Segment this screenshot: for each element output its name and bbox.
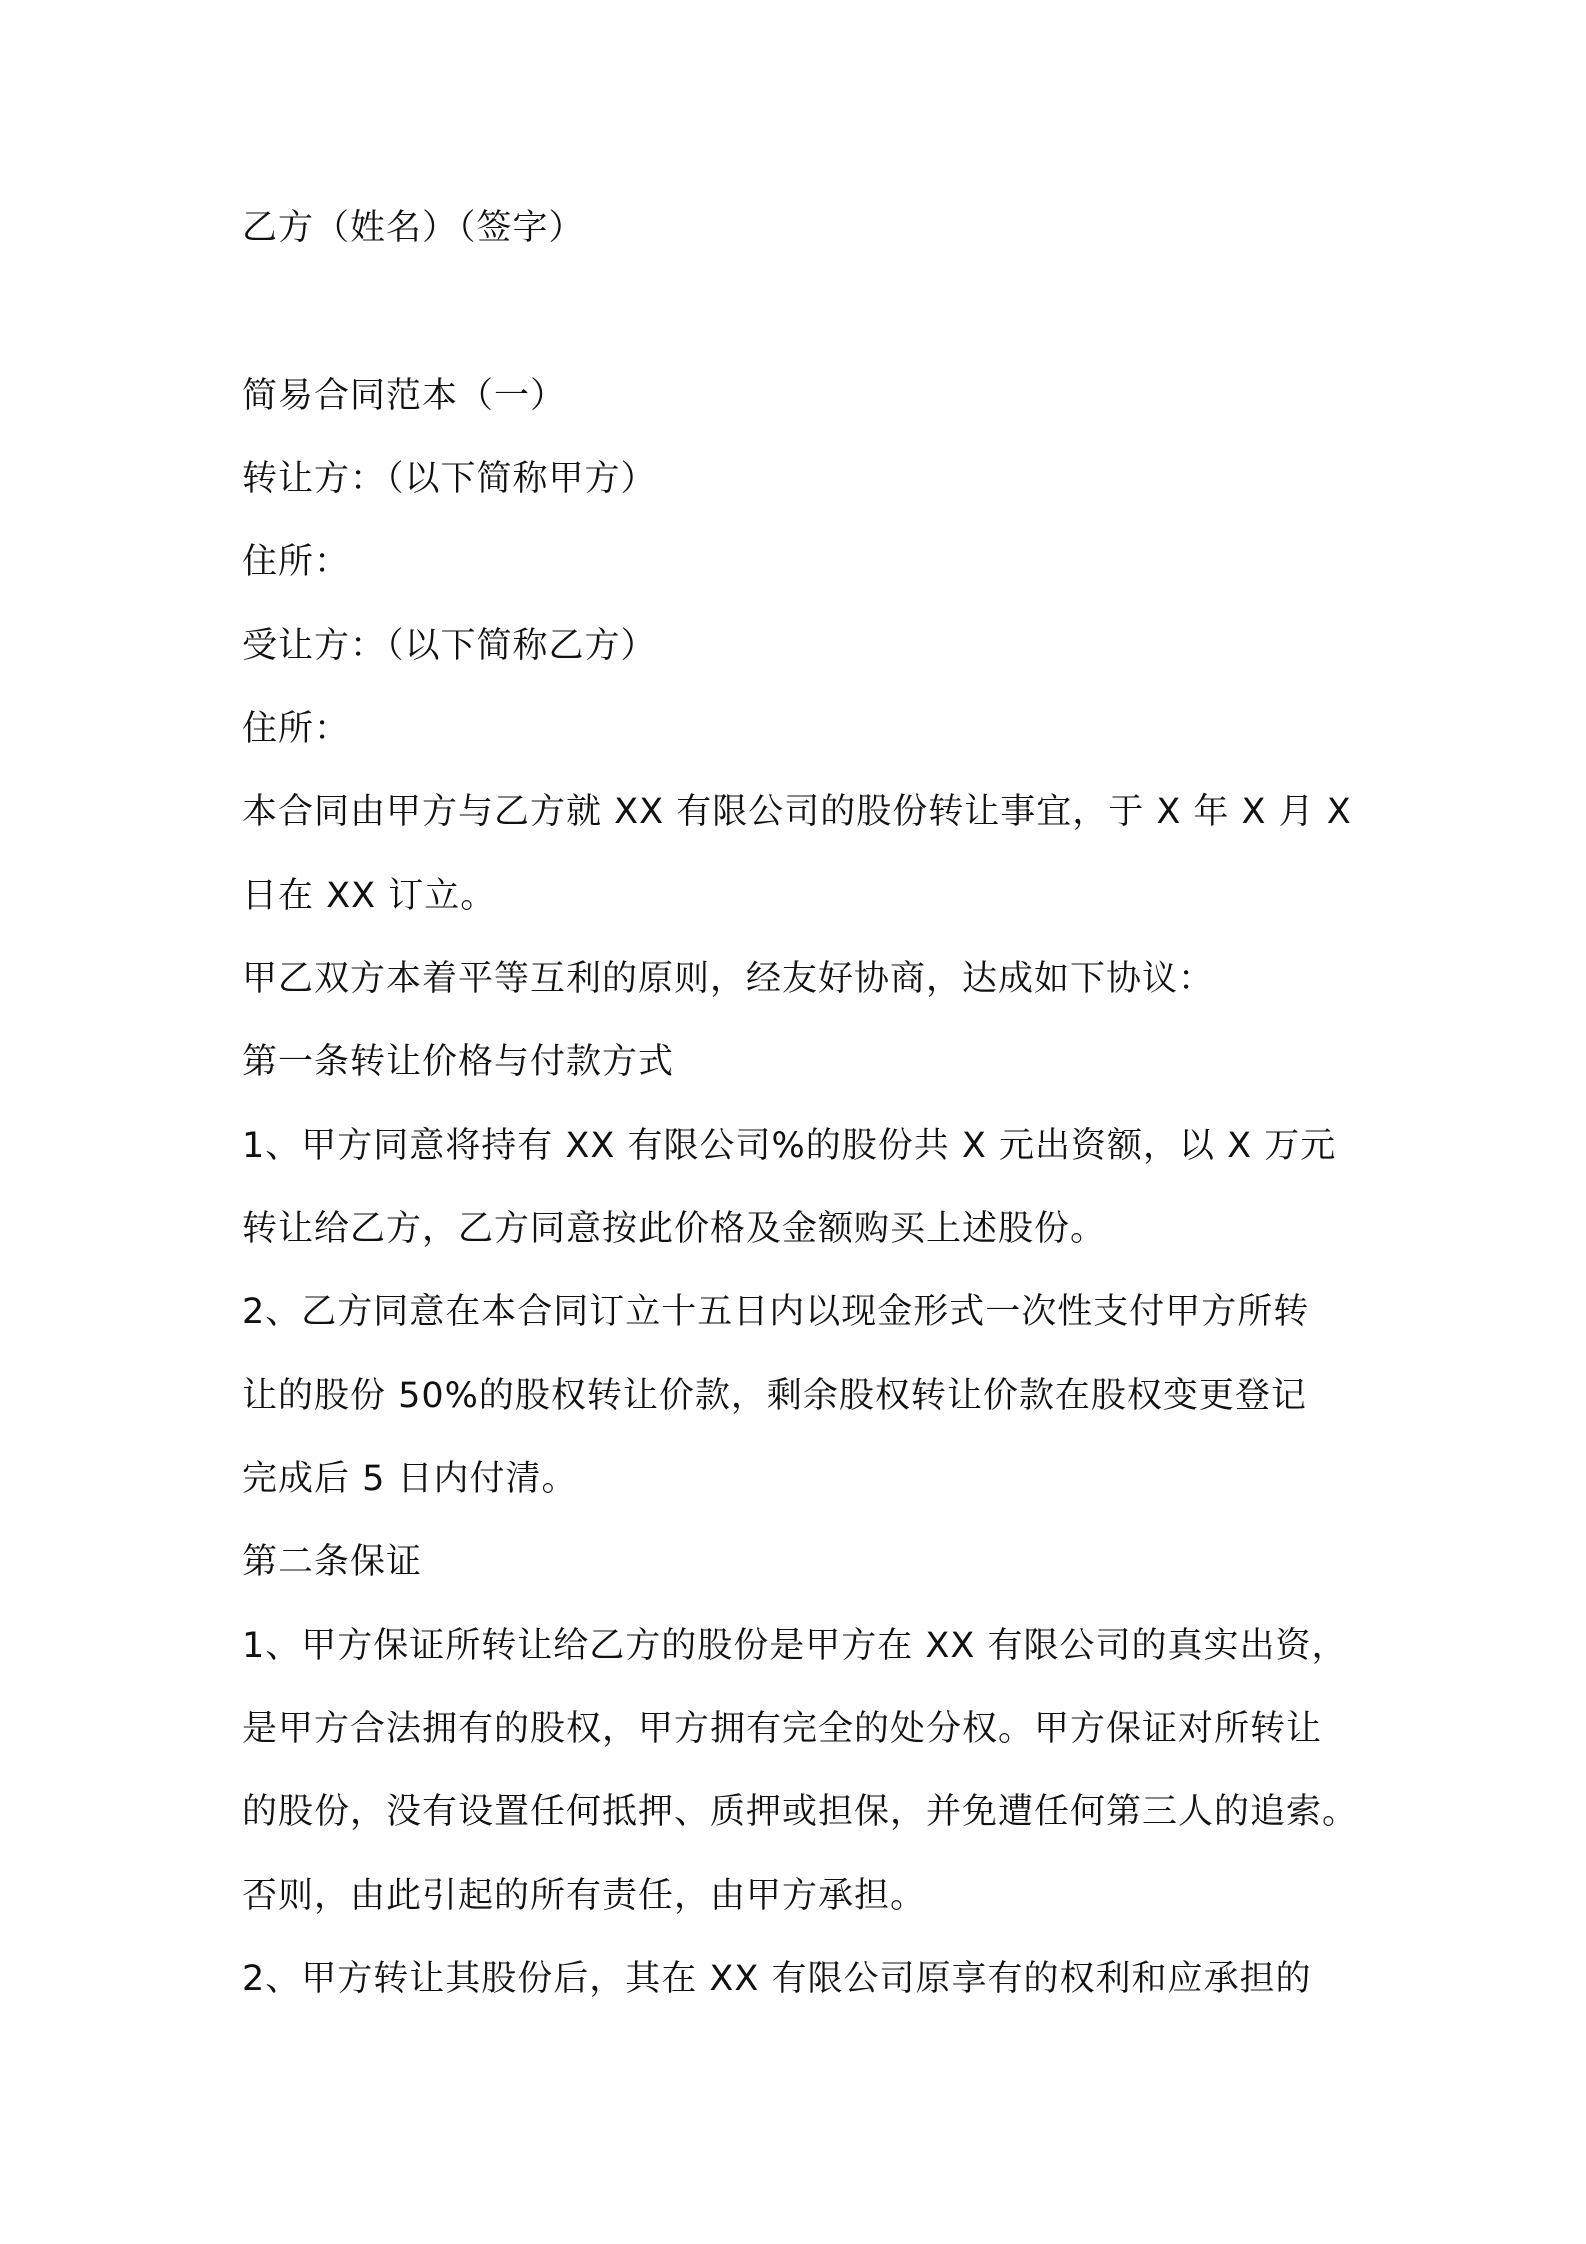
article1-clause1-line-1: 1、甲方同意将持有 XX 有限公司%的股份共 X 元出资额，以 X 万元	[242, 1126, 1337, 1166]
transferor-address-line: 住所：	[242, 542, 351, 582]
article1-clause2-line-1: 2、乙方同意在本合同订立十五日内以现金形式一次性支付甲方所转	[242, 1292, 1310, 1332]
principle-line: 甲乙双方本着平等互利的原则，经友好协商，达成如下协议：	[242, 959, 1215, 999]
transferor-line: 转让方：（以下简称甲方）	[242, 459, 657, 499]
signature-line: 乙方（姓名）（签字）	[242, 208, 585, 248]
transferee-line: 受让方：（以下简称乙方）	[242, 626, 657, 666]
article2-clause1-line-1: 1、甲方保证所转让给乙方的股份是甲方在 XX 有限公司的真实出资，	[242, 1626, 1348, 1666]
article1-clause2-line-2: 让的股份 50%的股权转让价款，剩余股权转让价款在股权变更登记	[242, 1376, 1307, 1416]
article1-heading: 第一条转让价格与付款方式	[242, 1042, 675, 1082]
article2-clause1-line-3: 的股份，没有设置任何抵押、质押或担保，并免遭任何第三人的追索。	[242, 1792, 1359, 1832]
article2-heading: 第二条保证	[242, 1542, 423, 1582]
transferee-address-line: 住所：	[242, 709, 351, 749]
article2-clause1-line-2: 是甲方合法拥有的股权，甲方拥有完全的处分权。甲方保证对所转让	[242, 1709, 1323, 1749]
article2-clause2-line-1: 2、甲方转让其股份后，其在 XX 有限公司原享有的权利和应承担的	[242, 1959, 1312, 1999]
article1-clause2-line-3: 完成后 5 日内付清。	[242, 1459, 578, 1499]
article2-clause1-line-4: 否则，由此引起的所有责任，由甲方承担。	[242, 1876, 927, 1916]
document-title: 简易合同范本（一）	[242, 376, 567, 416]
intro-line-1: 本合同由甲方与乙方就 XX 有限公司的股份转让事宜，于 X 年 X 月 X	[242, 792, 1352, 832]
article1-clause1-line-2: 转让给乙方，乙方同意按此价格及金额购买上述股份。	[242, 1209, 1107, 1249]
intro-line-2: 日在 XX 订立。	[242, 876, 497, 916]
